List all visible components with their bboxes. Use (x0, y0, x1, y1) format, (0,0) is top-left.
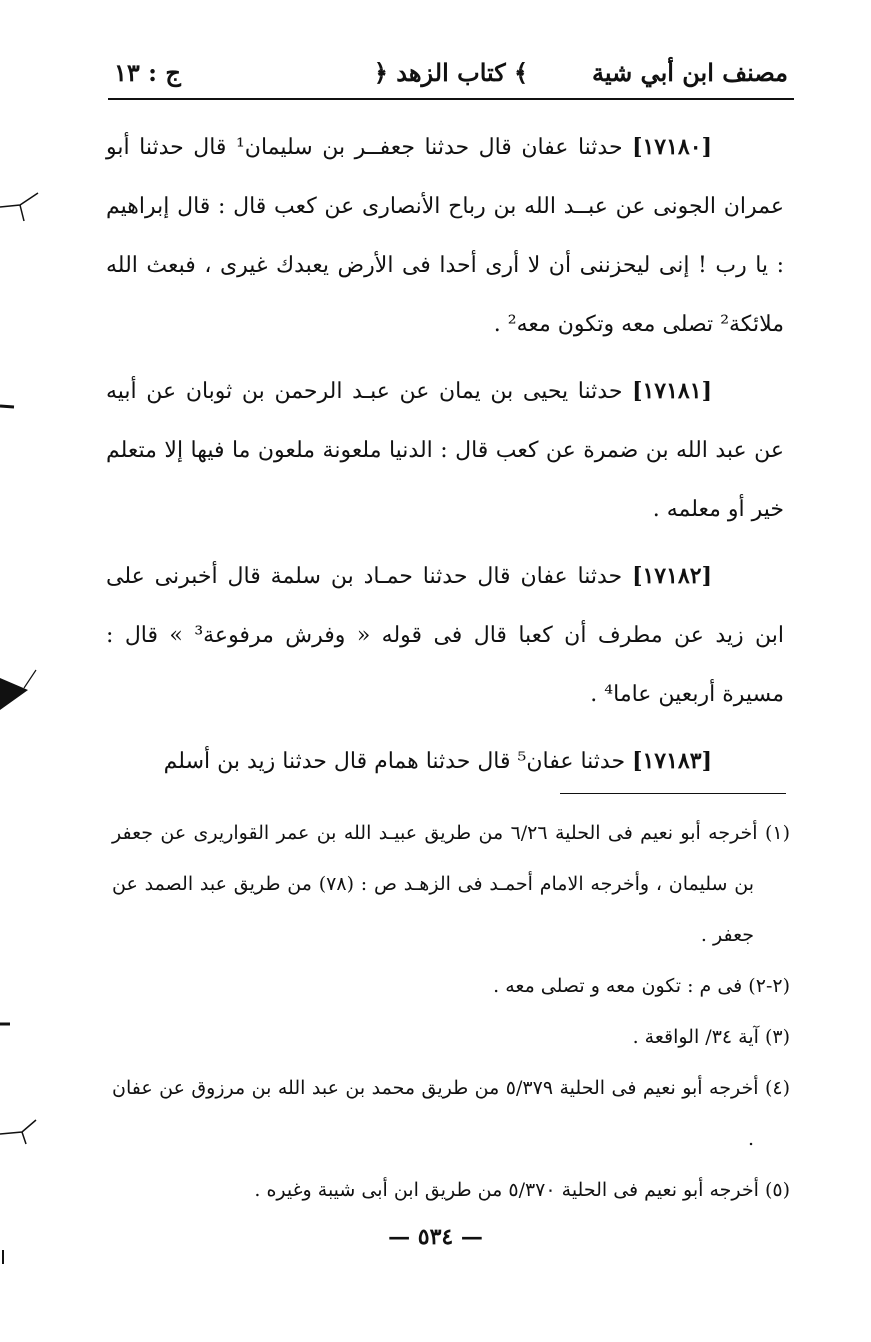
footnote: (٥) أخرجه أبو نعيم فى الحلية ٥/٣٧٠ من طريق ابن أبى شيبة وغيره . (254, 1179, 790, 1201)
scan-mark (0, 185, 40, 225)
hadith-text: حدثنا عفان قال حدثنا جعفــر بن سليمان¹ قال حدثنا أبو عمران الجونى عن عبــد الله بن رباح الأنصارى عن كعب قال : قال إبراهيم : يا رب ! إنى ليحزننى أن لا أرى أحدا فى الأرض يعبدك غيرى ، فبعث الله ملائكة² تصلى معه وتكون معه² . (106, 135, 784, 337)
scan-mark (0, 400, 20, 416)
hadith-text: حدثنا يحيى بن يمان عن عبـد الرحمن بن ثوبان عن أبيه عن عبد الله بن ضمرة عن كعب قال : الدنيا ملعونة ملعون ما فيها إلا متعلم خير أو معلمه . (106, 379, 784, 522)
running-header (108, 52, 794, 100)
scan-mark (0, 1018, 14, 1030)
hadith-number: [١٧١٨٣] (632, 748, 712, 774)
chapter-title: ﴿ كتاب الزهد ﴾ (373, 58, 529, 87)
footnote: (٢-٢) فى م : تكون معه و تصلى معه . (493, 975, 790, 997)
footnote: (٤) أخرجه أبو نعيم فى الحلية ٥/٣٧٩ من طريق محمد بن عبد الله بن مرزوق عن عفان . (112, 1077, 791, 1150)
hadith-number: [١٧١٨٢] (632, 563, 712, 589)
footnote: (١) أخرجه أبو نعيم فى الحلية ٦/٢٦ من طريق عبيـد الله بن عمر القواريرى عن جعفر بن سليمان ، وأخرجه الامام أحمـد فى الزهـد ص : (٧٨) من طريق عبد الصمد عن جعفر . (112, 822, 791, 946)
volume-number: ج : ١٣ (114, 58, 181, 87)
book-title: مصنف ابن أبي شية (591, 58, 788, 87)
main-text (106, 118, 784, 799)
hadith-paragraph (106, 118, 784, 354)
scan-mark (0, 650, 40, 730)
footnotes (112, 808, 790, 1216)
hadith-paragraph (106, 362, 784, 539)
hadith-number: [١٧١٨٠] (632, 134, 712, 160)
hadith-paragraph (106, 547, 784, 724)
scan-mark (0, 1108, 40, 1148)
footnote-divider (560, 793, 786, 794)
hadith-number: [١٧١٨١] (632, 378, 712, 404)
page-number: — ٥٣٤ — (388, 1224, 483, 1250)
hadith-text: حدثنا عفان قال حدثنا حمـاد بن سلمة قال أخبرنى على ابن زيد عن مطرف أن كعبا قال فى قوله « وفرش مرفوعة³ » قال : مسيرة أربعين عاما⁴ . (106, 564, 785, 707)
scan-mark (0, 1250, 8, 1266)
hadith-paragraph (106, 732, 784, 791)
hadith-text: حدثنا عفان⁵ قال حدثنا همام قال حدثنا زيد بن أسلم (163, 749, 633, 774)
footnote: (٣) آية ٣٤/ الواقعة . (632, 1026, 790, 1048)
